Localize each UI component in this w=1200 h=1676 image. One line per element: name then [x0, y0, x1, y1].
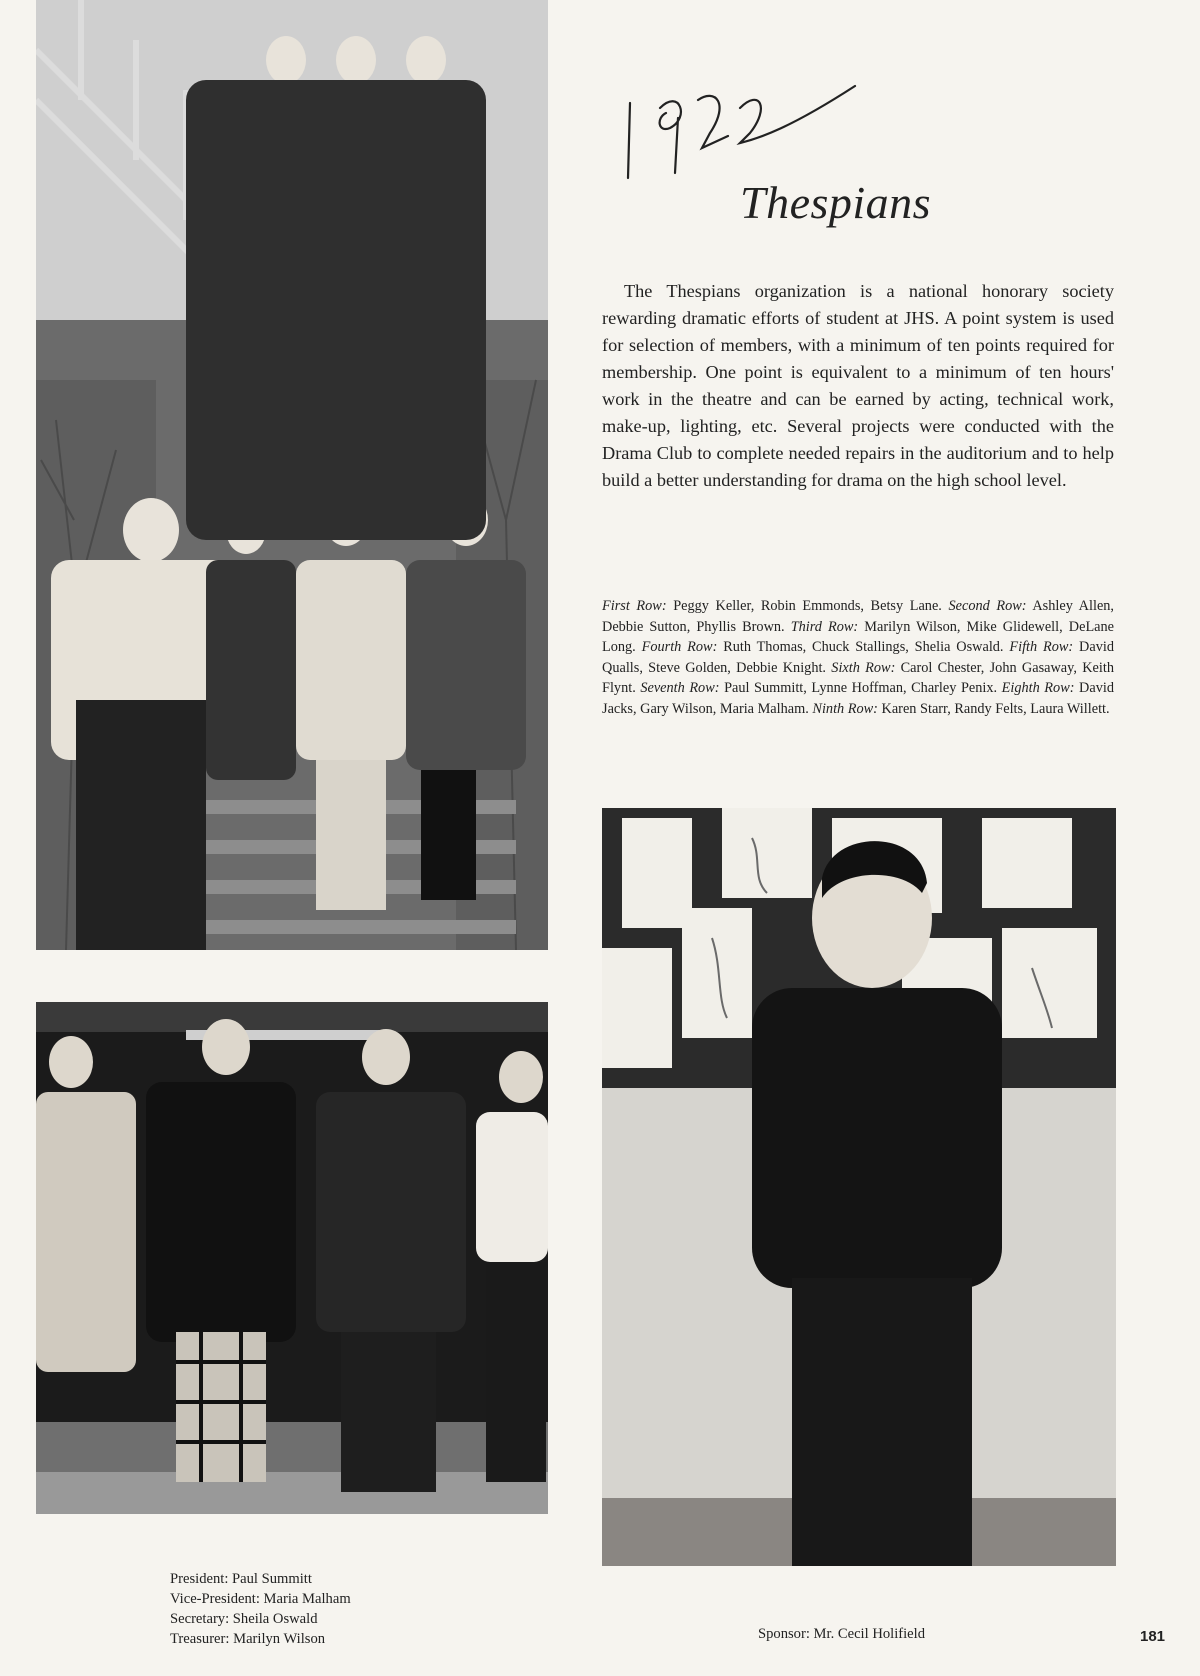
roster-row-names: Carol Chester, John Gasaway, Keith Flynt. — [602, 659, 1114, 696]
roster-row-names: Karen Starr, Randy Felts, Laura Willett. — [881, 700, 1110, 717]
roster-row-label: Fifth Row: — [1009, 639, 1074, 655]
page-number: 181 — [1140, 1628, 1166, 1645]
roster-row-names: Paul Summitt, Lynne Hoffman, Charley Penix. — [724, 680, 998, 696]
roster-row-names: Ashley Allen, Debbie Sutton, Phyllis Brown. — [602, 598, 1115, 635]
group-photo — [36, 0, 548, 950]
roster-row-label: Fourth Row: — [641, 639, 718, 655]
intro-paragraph: The Thespians organization is a national honorary society rewarding dramatic efforts of student at JHS. A point system is used for selection of members, with a minimum of ten points required for membership. One point is equivalent to a minimum of ten hours' work in the theatre and can be earned by acting, technical work, make-up, lighting, etc. Several projects were conducted with the Drama Club to complete needed repairs in the auditorium and to help build a better understanding for drama on the high school level. — [602, 281, 1114, 490]
roster-row-label: Eighth Row: — [1001, 680, 1075, 696]
roster-row-label: Sixth Row: — [831, 659, 896, 676]
page-title: Thespians — [740, 177, 932, 228]
sponsor-photo — [602, 808, 1116, 1566]
roster-row-names: Peggy Keller, Robin Emmonds, Betsy Lane. — [673, 598, 942, 614]
roster-row-label: Third Row: — [790, 618, 859, 635]
roster-row-names: David Qualls, Steve Golden, Debbie Knight. — [602, 639, 1114, 676]
roster-row-names: David Jacks, Gary Wilson, Maria Malham. — [602, 680, 1114, 717]
roster-caption — [602, 596, 1114, 719]
roster-row-names: Ruth Thomas, Chuck Stallings, Shelia Oswald. — [723, 639, 1004, 655]
roster-row-label: Ninth Row: — [812, 700, 878, 717]
officer-president: President: Paul Summitt — [170, 1571, 312, 1587]
handwritten-year-annotation — [620, 78, 860, 188]
officer-secretary: Secretary: Sheila Oswald — [170, 1611, 318, 1627]
sponsor-caption: Sponsor: Mr. Cecil Holifield — [758, 1626, 926, 1642]
officer-treasurer: Treasurer: Marilyn Wilson — [170, 1631, 326, 1647]
roster-row-label: First Row: — [602, 598, 667, 614]
officers-photo — [36, 1002, 548, 1514]
roster-row-label: Second Row: — [948, 598, 1027, 614]
officer-vice-president: Vice-President: Maria Malham — [170, 1591, 351, 1607]
officers-caption — [170, 1569, 351, 1649]
roster-row-names: Marilyn Wilson, Mike Glidewell, DeLane Long. — [602, 618, 1115, 655]
roster-row-label: Seventh Row: — [640, 680, 720, 696]
